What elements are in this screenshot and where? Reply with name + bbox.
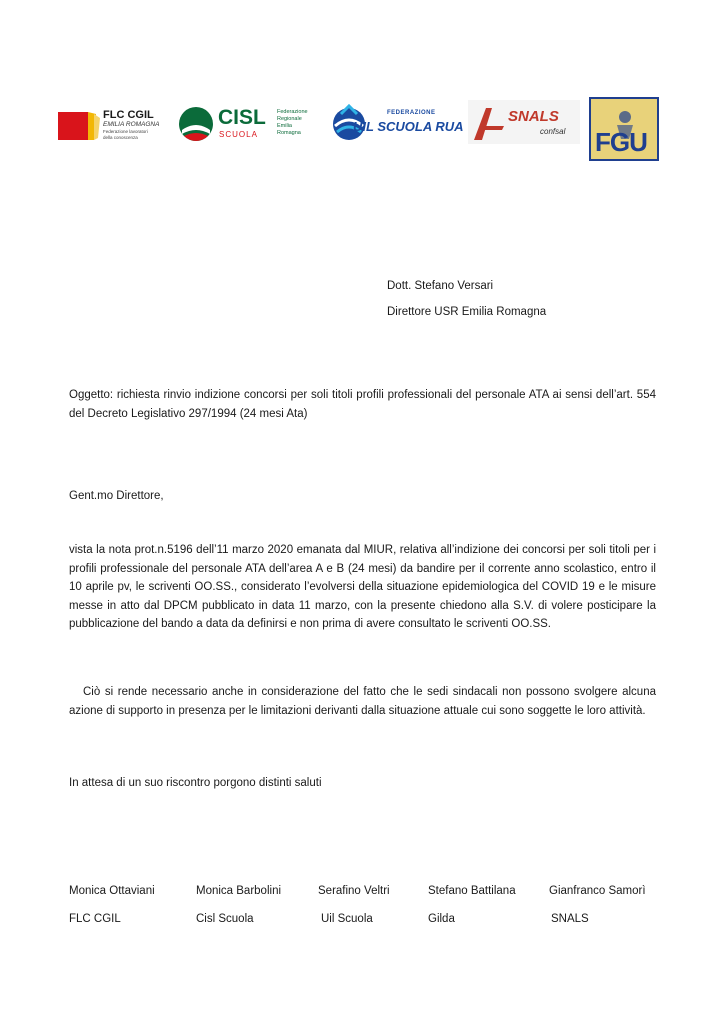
flc-line1: FLC CGIL [103,109,154,121]
cisl-emblem-icon [178,106,214,142]
cisl-sub: SCUOLA [219,130,258,139]
snals-main: SNALS [508,108,559,125]
signature-org-3: Uil Scuola [321,913,373,925]
body-paragraph-2: Ciò si rende necessario anche in considerazione del fatto che le sedi sindacali non possono svolgere alcuna azione di supporto in presenza per le limitazioni derivanti dalla situazione attuale cui sono soggette le loro attività. [69,686,656,717]
signature-org-2: Cisl Scuola [196,913,254,925]
cisl-scuola-logo [178,106,314,144]
uil-scuola-rua-logo [331,104,464,144]
greeting: Gent.mo Direttore, [69,490,164,502]
snals-sub: confsal [540,127,566,136]
cisl-main: CISL [218,106,266,129]
fgu-logo [589,97,659,161]
flc-line3: Federazione lavoratori [103,129,148,134]
uil-top: FEDERAZIONE [387,110,436,116]
flc-line4: della conoscenza [103,135,138,140]
signature-name-3: Serafino Veltri [318,885,390,897]
signature-name-1: Monica Ottaviani [69,885,155,897]
cisl-side3: Emilia [277,123,292,129]
signature-org-4: Gilda [428,913,455,925]
snals-emblem-icon [470,100,506,144]
signature-name-5: Gianfranco Samorì [549,885,646,897]
snals-logo [468,100,580,144]
cisl-side2: Regionale [277,116,302,122]
signature-org-1: FLC CGIL [69,913,121,925]
flc-line2: EMILIA ROMAGNA [103,121,160,128]
signature-name-4: Stefano Battilana [428,885,516,897]
signature-name-2: Monica Barbolini [196,885,282,897]
flc-cgil-logo [58,108,168,142]
cisl-side4: Romagna [277,130,301,136]
recipient-name: Dott. Stefano Versari [387,280,494,292]
recipient-role: Direttore USR Emilia Romagna [387,306,547,318]
uil-main: UIL SCUOLA RUA [353,119,464,134]
closing: In attesa di un suo riscontro porgono distinti saluti [69,777,322,789]
body-paragraph-1: vista la nota prot.n.5196 dell’11 marzo 2020 emanata dal MIUR, relativa all’indizione dei concorsi per soli titoli per i profili professionale del personale ATA dell’area A e B (24 mesi) da bandire per il corrente anno scolastico, entro il 10 aprile pv, le scriventi OO.SS., considerato l’evolversi della situazione epidemiologica del COVID 19 e le misure messe in atto dal DPCM pubblicato in data 11 marzo, con la presente chiedono alla S.V. di volere posticipare la pubblicazione del bando a data da definirsi e non prima di avere consultato le scriventi OO.SS. [69,544,656,630]
subject: Oggetto: richiesta rinvio indizione concorsi per soli titoli profili professionali del personale ATA ai sensi dell’art. 554 del Decreto Legislativo 297/1994 (24 mesi Ata) [69,389,656,420]
flc-cgil-emblem-icon [58,108,102,142]
signature-org-5: SNALS [551,913,589,925]
cisl-side1: Federazione [277,109,308,115]
fgu-main: FGU [595,127,647,157]
